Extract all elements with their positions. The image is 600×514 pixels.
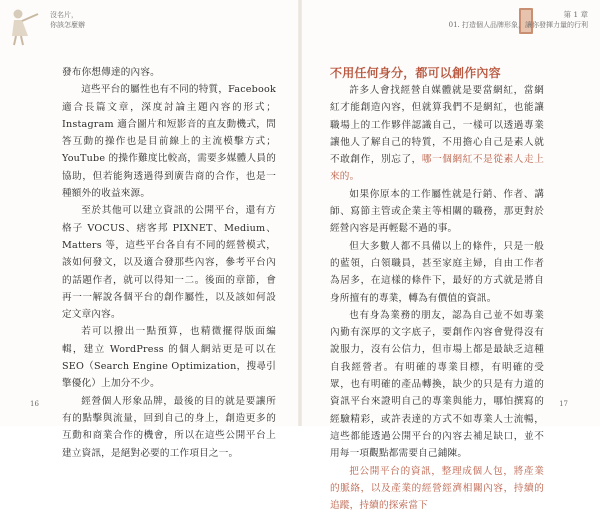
highlighted-text: 把公開平台的資訊，整理成個人包，將產業的脈絡，以及產業的經營經濟相關內容，持續的追蹤，持續的探索當下 — [330, 465, 544, 512]
paragraph: 至於其他可以建立資訊的公開平台，還有方格子 VOCUS、痞客邦 PIXNET、Medium、Matters 等，這些平台各自有不同的經營模式，該如何發文，以及適合發那些內容，參考平台內的話題作者，就可以得知一二。後面的章節，會再一一解說各個平台的創作屬性，以及該如何設定文章內容。 — [62, 205, 276, 321]
paragraph: 但大多數人都不具備以上的條件，只是一般的藍領，白領職員，甚至家庭主婦，自由工作者為居多，在這樣的條件下，最好的方式就是將自身所擅有的專業，轉為有價值的資訊。 — [330, 240, 544, 304]
paragraph: 如果你原本的工作屬性就是行銷、作者、講師、寫節主管或企業主等相關的職務，那更對於經營內容是再輕鬆不過的事。 — [330, 188, 544, 235]
paragraph: 許多人會找經營自媒體就是要當網紅，當網紅才能創造內容，但就算我們不是網紅，也能讓職場上的工作夥伴認識自己，一樣可以透過專業讓他人了解自己的特質，不用擔心自己是素人就不敢創作，別忘了，哪一個網紅不是從素人走上來的。 — [330, 85, 544, 183]
paragraph: 發布你想傳達的內容。 — [62, 67, 160, 78]
highlighted-text: 哪一個網紅不是從素人走上來的。 — [330, 154, 544, 183]
girl-figure-icon — [8, 6, 44, 46]
running-head-left: 沒名片， 你該怎麼辦 — [50, 11, 85, 29]
paragraph: 若可以撥出一點預算，也精微擺得版面編輯，建立 WordPress 的個人網站更是可以在 SEO（Search Engine Optimization，搜尋引擎優化）上加分不少。 — [62, 326, 276, 390]
running-head-right: 第 1 章 01. 打造個人品牌形象，讓你發揮力量的行利 — [448, 10, 588, 29]
page-number-right: 17 — [559, 400, 568, 408]
page-number-left: 16 — [30, 400, 39, 408]
section-heading: 不用任何身分，都可以創作內容 — [330, 66, 501, 80]
right-body-text — [330, 64, 544, 514]
paragraph — [330, 463, 544, 514]
paragraph: 也有身為業務的朋友，認為自己並不如專業內勤有深厚的文字底子，要創作內容會覺得沒有說服力，沒有公信力，但市場上都是最缺乏這種自我經營者。有明確的專業目標，有明確的受眾，也有明確的產品轉換，缺少的只是有力道的資訊平台來證明自己的專業與能力，哪怕撰寫的經驗精彩，或許表達的方式不如專業人士流暢，這些都能透過公開平台的內容去補足缺口，並不用每一項觀點都需要自己鋪陳。 — [330, 309, 544, 460]
paragraph: 這些平台的屬性也有不同的特質，Facebook 適合長篇文章，深度討論主題內容的形式；Instagram 適合圖片和短影音的直友動機式，問答互動的操作也是目前線上的主流模擊方式；YouTube 的操作難度比較高，需要多媒體人員的協助，但若能夠透過得到廣告商的合作，也是一種額外的收益來源。 — [62, 84, 276, 200]
left-page — [0, 0, 300, 459]
left-body-text — [62, 64, 276, 462]
paragraph: 經營個人形象品牌，最後的目的就是要讓所有的點擊與流量，回到自己的身上，創造更多的互動和商業合作的機會，所以在這些公開平台上建立資訊，是絕對必要的工作項目之一。 — [62, 395, 276, 459]
